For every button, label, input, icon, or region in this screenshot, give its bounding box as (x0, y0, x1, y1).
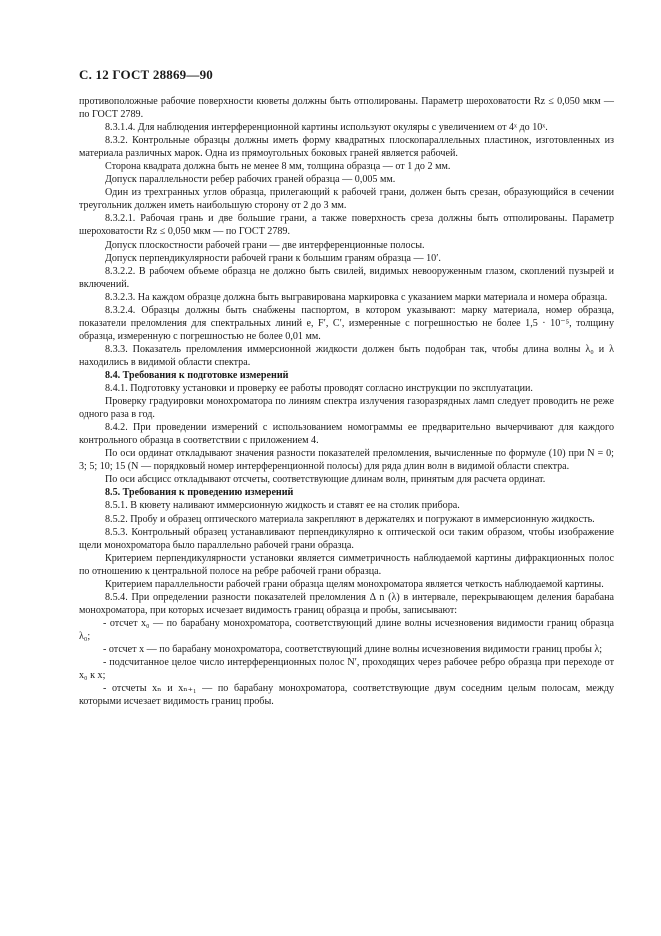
paragraph: По оси абсцисс откладывают отсчеты, соответствующие длинам волн, принятым для расчета ординат. (105, 474, 546, 486)
paragraph: 8.4.2. При проведении измерений с использованием номограммы ее предварительно вычерчивают для каждого контрольного образца в соответствии с приложением 4. (79, 422, 614, 447)
document-body (79, 95, 614, 708)
paragraph: Один из трехгранных углов образца, прилегающий к рабочей грани, должен быть срезан, образующийся в сечении треугольник должен иметь наибольшую сторону от 2 до 3 мм. (79, 187, 614, 212)
paragraph: 8.3.2.4. Образцы должны быть снабжены паспортом, в котором указывают: марку материала, номер образца, показатели преломления для спектральных линий e, F′, C′, измеренные с погрешностью не более 1,5 · 10⁻⁵, толщину образца, измеренную с погрешностью не более 0,01 мм. (79, 304, 614, 342)
paragraph: Критерием параллельности рабочей грани образца щелям монохроматора является четкость наблюдаемой картины. (105, 578, 604, 590)
section-heading: 8.4. Требования к подготовке измерений (105, 369, 289, 381)
paragraph: Допуск плоскостности рабочей грани — две интерференционные полосы. (105, 239, 425, 251)
paragraph: 8.5.2. Пробу и образец оптического материала закрепляют в держателях и погружают в иммерсионную жидкость. (105, 513, 595, 525)
paragraph: Сторона квадрата должна быть не менее 8 мм, толщина образца — от 1 до 2 мм. (105, 161, 451, 173)
paragraph: 8.3.1.4. Для наблюдения интерференционной картины используют окуляры с увеличением от 4ˣ до 10ˣ. (105, 122, 548, 134)
paragraph: Допуск параллельности ребер рабочих граней образца — 0,005 мм. (105, 174, 396, 186)
paragraph: 8.5.4. При определении разности показателей преломления Δ n (λ) в интервале, перекрывающем деления барабана монохроматора, при которых исчезает видимость границ образца и пробы, записывают: (79, 591, 614, 616)
paragraph: 8.4.1. Подготовку установки и проверку ее работы проводят согласно инструкции по эксплуатации. (105, 383, 533, 395)
paragraph: 8.5.3. Контрольный образец устанавливают перпендикулярно к оптической оси таким образом, чтобы изображение щели монохроматора было параллельно рабочей грани образца. (79, 526, 614, 551)
paragraph: Проверку градуировки монохроматора по линиям спектра излучения газоразрядных ламп следует проводить не реже одного раза в год. (79, 396, 614, 421)
list-item: - отсчеты xₙ и xₙ₊₁ — по барабану монохроматора, соответствующие двум соседним целым полосам, между которыми исчезает видимость границ пробы. (79, 683, 614, 708)
page-header: С. 12 ГОСТ 28869—90 (79, 67, 213, 82)
section-heading: 8.5. Требования к проведению измерений (105, 487, 294, 499)
paragraph: 8.3.2. Контрольные образцы должны иметь форму квадратных плоскопараллельных пластинок, изготовленных из материала различных марок. Одна из прямоугольных боковых граней является рабочей. (79, 135, 614, 160)
paragraph: противоположные рабочие поверхности кюветы должны быть отполированы. Параметр шероховатости Rz ≤ 0,050 мкм — по ГОСТ 2789. (79, 96, 614, 121)
list-item: - отсчет x — по барабану монохроматора, соответствующий длине волны исчезновения видимости границ пробы λ; (103, 643, 603, 655)
paragraph: 8.3.2.3. На каждом образце должна быть выгравирована маркировка с указанием марки материала и номера образца. (105, 291, 608, 303)
paragraph: По оси ординат откладывают значения разности показателей преломления, вычисленные по формуле (10) при N = 0; 3; 5; 10; 15 (N — порядковый номер интерференционной полосы) для ряда длин волн в видимой области спектра. (79, 448, 614, 473)
paragraph: 8.5.1. В кювету наливают иммерсионную жидкость и ставят ее на столик прибора. (105, 500, 460, 512)
paragraph: Допуск перпендикулярности рабочей грани к большим граням образца — 10′. (105, 252, 441, 264)
list-item: - отсчет x₀ — по барабану монохроматора, соответствующий длине волны исчезновения видимости границ образца λ₀; (79, 617, 614, 642)
paragraph: 8.3.2.1. Рабочая грань и две большие грани, а также поверхность среза должны быть отполированы. Параметр шероховатости Rz ≤ 0,050 мкм — по ГОСТ 2789. (79, 213, 614, 238)
paragraph: 8.3.2.2. В рабочем объеме образца не должно быть свилей, видимых невооруженным глазом, скоплений пузырей и включений. (79, 265, 614, 290)
paragraph: 8.3.3. Показатель преломления иммерсионной жидкости должен быть подобран так, чтобы длина волны λ₀ и λ находились в видимой области спектра. (79, 343, 614, 368)
paragraph: Критерием перпендикулярности установки является симметричность наблюдаемой картины дифракционных полос по отношению к центральной полосе на ребре рабочей грани образца. (79, 552, 614, 577)
list-item: - подсчитанное целое число интерференционных полос N′, проходящих через рабочее ребро образца при переходе от x₀ к x; (79, 657, 614, 682)
